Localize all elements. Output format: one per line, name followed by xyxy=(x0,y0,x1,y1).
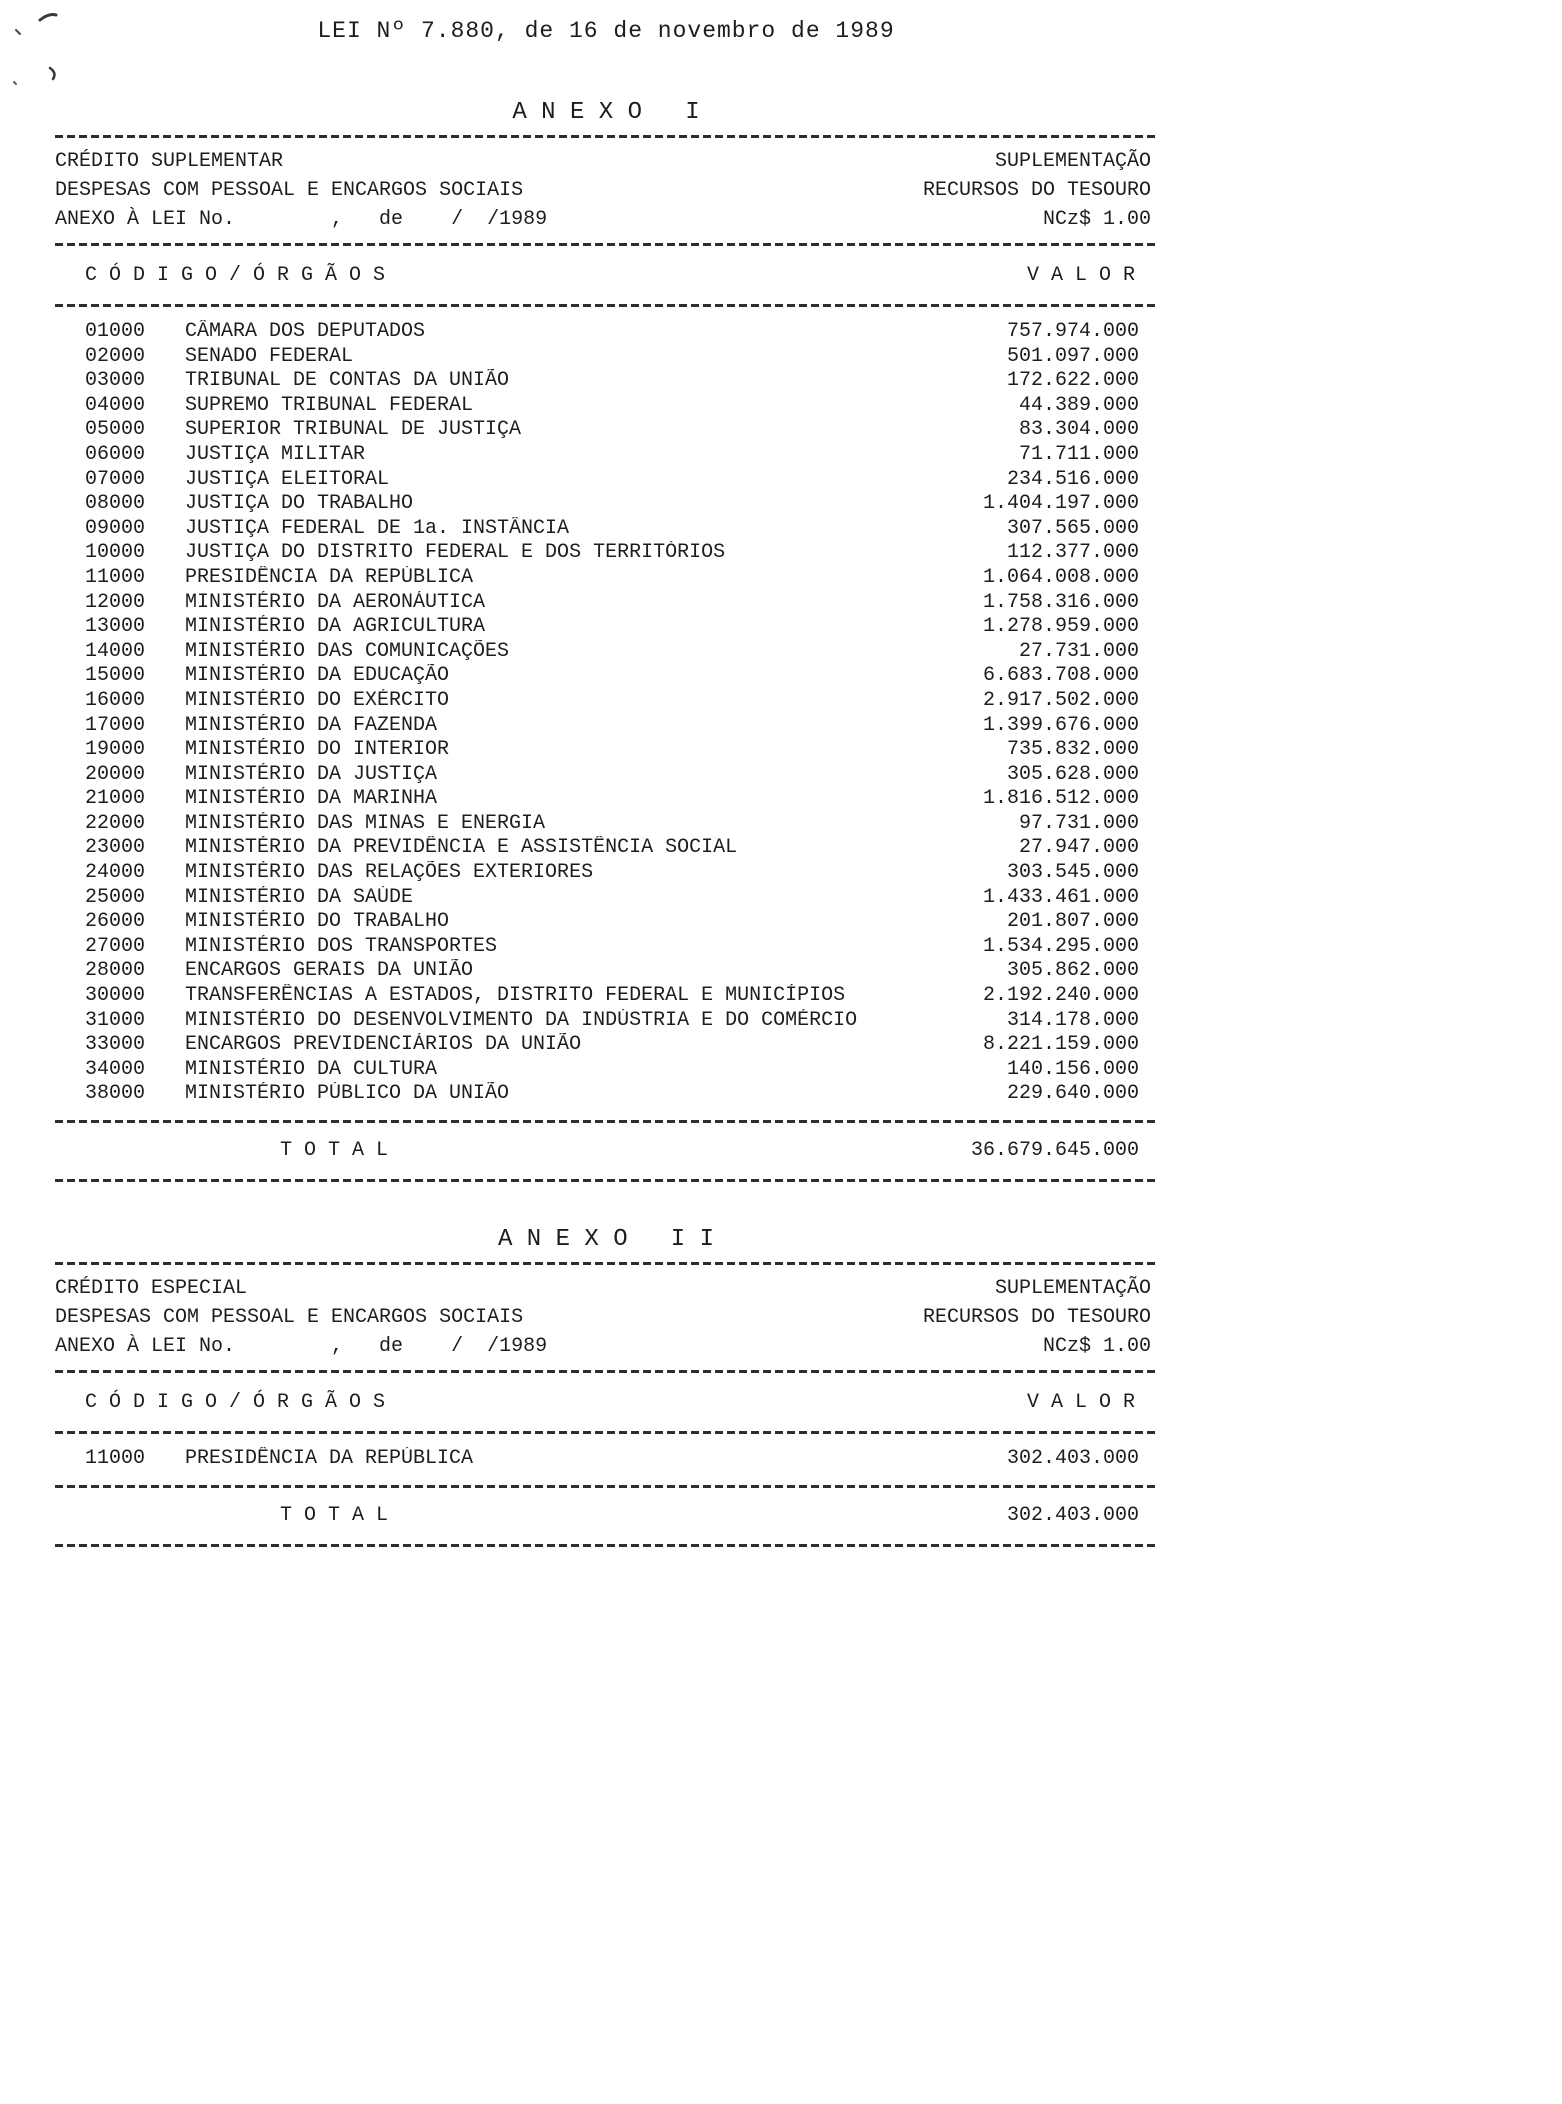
organ-code: 23000 xyxy=(85,836,146,860)
organ-value: 44.389.000 xyxy=(1018,393,1139,417)
dashed-divider xyxy=(55,1262,1157,1265)
organ-value: 305.862.000 xyxy=(1006,959,1139,983)
table-row xyxy=(55,418,1157,443)
organ-code: 16000 xyxy=(85,688,146,712)
anexo-2-header-right xyxy=(923,1274,1157,1361)
credit-type-label: CRÉDITO SUPLEMENTAR xyxy=(55,150,284,173)
organ-value: 1.433.461.000 xyxy=(982,885,1139,909)
organ-value: 1.758.316.000 xyxy=(982,590,1139,614)
table-row xyxy=(55,1009,1157,1034)
organ-name: MINISTÉRIO DO DESENVOLVIMENTO DA INDÚSTRIA E DO COMÉRCIO xyxy=(185,1008,858,1032)
codigo-orgaos-column-header: C Ó D I G O / Ó R G Ã O S xyxy=(85,1391,386,1414)
organ-name: MINISTÉRIO DO TRABALHO xyxy=(185,910,450,934)
organ-value: 97.731.000 xyxy=(1018,811,1139,835)
organ-code: 09000 xyxy=(85,516,146,540)
codigo-orgaos-column-header: C Ó D I G O / Ó R G Ã O S xyxy=(85,264,386,287)
organ-name: JUSTIÇA FEDERAL DE 1a. INSTÂNCIA xyxy=(185,516,570,540)
organ-name: TRANSFERÊNCIAS A ESTADOS, DISTRITO FEDERAL E MUNICÍPIOS xyxy=(185,984,846,1008)
table-row xyxy=(55,541,1157,566)
organ-name: MINISTÉRIO DA EDUCAÇÃO xyxy=(185,664,450,688)
organ-name: MINISTÉRIO DAS COMUNICAÇÕES xyxy=(185,639,510,663)
organ-value: 71.711.000 xyxy=(1018,442,1139,466)
organ-code: 38000 xyxy=(85,1082,146,1106)
dashed-divider xyxy=(55,1431,1157,1434)
table-row xyxy=(55,689,1157,714)
organ-name: MINISTÉRIO PÚBLICO DA UNIÃO xyxy=(185,1082,510,1106)
table-row xyxy=(55,566,1157,591)
dashed-divider xyxy=(55,1120,1157,1123)
document-page xyxy=(55,0,1157,1556)
anexo-2-section xyxy=(55,1226,1157,1547)
organ-code: 08000 xyxy=(85,492,146,516)
dashed-divider xyxy=(55,135,1157,138)
organ-code: 12000 xyxy=(85,590,146,614)
organ-value: 314.178.000 xyxy=(1006,1008,1139,1032)
table-row xyxy=(55,394,1157,419)
organ-code: 14000 xyxy=(85,639,146,663)
table-row xyxy=(55,369,1157,394)
table-row xyxy=(55,1058,1157,1083)
organ-name: MINISTÉRIO DO INTERIOR xyxy=(185,738,450,762)
organ-value: 1.399.676.000 xyxy=(982,713,1139,737)
total-label: T O T A L xyxy=(280,1503,389,1527)
organ-name: JUSTIÇA DO TRABALHO xyxy=(185,492,414,516)
organ-name: MINISTÉRIO DAS RELAÇÕES EXTERIORES xyxy=(185,861,594,885)
table-row xyxy=(55,1033,1157,1058)
organ-name: MINISTÉRIO DA JUSTIÇA xyxy=(185,762,438,786)
table-row xyxy=(55,836,1157,861)
anexo-2-heading: A N E X O I I xyxy=(497,1226,715,1253)
law-reference: ANEXO À LEI No. , de / /1989 xyxy=(55,1335,548,1358)
table-row xyxy=(55,640,1157,665)
organ-value: 501.097.000 xyxy=(1006,344,1139,368)
organ-code: 11000 xyxy=(85,565,146,589)
organ-value: 1.534.295.000 xyxy=(982,934,1139,958)
valor-column-header: V A L O R xyxy=(1026,1391,1135,1414)
organ-name: MINISTÉRIO DAS MINAS E ENERGIA xyxy=(185,811,546,835)
organ-value: 229.640.000 xyxy=(1006,1082,1139,1106)
organ-name: JUSTIÇA DO DISTRITO FEDERAL E DOS TERRITÓRIOS xyxy=(185,541,726,565)
organ-value: 2.192.240.000 xyxy=(982,984,1139,1008)
anexo-1-budget-rows xyxy=(55,316,1157,1111)
organ-name: ENCARGOS PREVIDENCIÁRIOS DA UNIÃO xyxy=(185,1033,582,1057)
organ-name: TRIBUNAL DE CONTAS DA UNIÃO xyxy=(185,369,510,393)
table-row xyxy=(55,812,1157,837)
organ-name: MINISTÉRIO DA AGRICULTURA xyxy=(185,615,486,639)
organ-value: 201.807.000 xyxy=(1006,910,1139,934)
organ-value: 172.622.000 xyxy=(1006,369,1139,393)
organ-code: 25000 xyxy=(85,885,146,909)
dashed-divider xyxy=(55,243,1157,246)
organ-value: 305.628.000 xyxy=(1006,762,1139,786)
organ-code: 07000 xyxy=(85,467,146,491)
organ-code: 15000 xyxy=(85,664,146,688)
organ-value: 112.377.000 xyxy=(1006,541,1139,565)
organ-name: JUSTIÇA MILITAR xyxy=(185,442,366,466)
organ-code: 30000 xyxy=(85,984,146,1008)
dashed-divider xyxy=(55,304,1157,307)
table-row xyxy=(55,517,1157,542)
table-row xyxy=(55,910,1157,935)
table-row xyxy=(55,886,1157,911)
anexo-2-total-row xyxy=(55,1497,1157,1535)
organ-code: 10000 xyxy=(85,541,146,565)
dashed-divider xyxy=(55,1179,1157,1182)
recursos-tesouro-label: RECURSOS DO TESOURO xyxy=(922,179,1151,202)
total-value: 302.403.000 xyxy=(1006,1503,1139,1527)
organ-code: 19000 xyxy=(85,738,146,762)
organ-value: 302.403.000 xyxy=(1006,1447,1139,1470)
organ-name: CÂMARA DOS DEPUTADOS xyxy=(185,320,426,343)
organ-value: 140.156.000 xyxy=(1006,1057,1139,1081)
organ-code: 28000 xyxy=(85,959,146,983)
organ-name: MINISTÉRIO DA CULTURA xyxy=(185,1057,438,1081)
recursos-tesouro-label: RECURSOS DO TESOURO xyxy=(922,1306,1151,1329)
organ-value: 2.917.502.000 xyxy=(982,688,1139,712)
organ-code: 27000 xyxy=(85,934,146,958)
organ-name: SUPREMO TRIBUNAL FEDERAL xyxy=(185,393,474,417)
table-row xyxy=(55,1082,1157,1107)
organ-name: SUPERIOR TRIBUNAL DE JUSTIÇA xyxy=(185,418,522,442)
currency-unit-label: NCz$ 1.00 xyxy=(1042,1335,1151,1358)
organ-value: 757.974.000 xyxy=(1006,320,1139,343)
table-row xyxy=(55,492,1157,517)
organ-value: 27.947.000 xyxy=(1018,836,1139,860)
dashed-divider xyxy=(55,1370,1157,1373)
organ-code: 33000 xyxy=(85,1033,146,1057)
anexo-1-total-row xyxy=(55,1132,1157,1170)
table-row xyxy=(55,984,1157,1009)
organ-code: 31000 xyxy=(85,1008,146,1032)
organ-code: 11000 xyxy=(85,1447,146,1470)
anexo-1-column-headers xyxy=(55,255,1157,295)
organ-code: 06000 xyxy=(85,442,146,466)
table-row xyxy=(55,591,1157,616)
table-row xyxy=(55,345,1157,370)
anexo-2-header-left xyxy=(55,1274,547,1361)
table-row xyxy=(55,320,1157,345)
organ-value: 83.304.000 xyxy=(1018,418,1139,442)
organ-name: MINISTÉRIO DA MARINHA xyxy=(185,787,438,811)
organ-name: SENADO FEDERAL xyxy=(185,344,354,368)
organ-name: PRESIDÊNCIA DA REPÚBLICA xyxy=(185,565,474,589)
organ-name: ENCARGOS GERAIS DA UNIÃO xyxy=(185,959,474,983)
table-row xyxy=(55,959,1157,984)
table-row xyxy=(55,738,1157,763)
anexo-2-budget-rows xyxy=(55,1443,1157,1476)
organ-value: 735.832.000 xyxy=(1006,738,1139,762)
organ-code: 13000 xyxy=(85,615,146,639)
law-reference: ANEXO À LEI No. , de / /1989 xyxy=(55,208,548,231)
anexo-1-heading: A N E X O I xyxy=(512,99,700,126)
organ-code: 01000 xyxy=(85,320,146,343)
organ-value: 27.731.000 xyxy=(1018,639,1139,663)
table-row xyxy=(55,763,1157,788)
organ-value: 234.516.000 xyxy=(1006,467,1139,491)
organ-code: 26000 xyxy=(85,910,146,934)
organ-code: 21000 xyxy=(85,787,146,811)
organ-value: 1.278.959.000 xyxy=(982,615,1139,639)
law-title: LEI Nº 7.880, de 16 de novembro de 1989 xyxy=(317,18,895,44)
organ-code: 17000 xyxy=(85,713,146,737)
credit-type-label: CRÉDITO ESPECIAL xyxy=(55,1277,248,1300)
table-row xyxy=(55,787,1157,812)
organ-name: MINISTÉRIO DA SAÚDE xyxy=(185,885,414,909)
anexo-2-column-headers xyxy=(55,1382,1157,1422)
document-subject: DESPESAS COM PESSOAL E ENCARGOS SOCIAIS xyxy=(55,1306,524,1329)
organ-code: 24000 xyxy=(85,861,146,885)
anexo-1-header-left xyxy=(55,147,547,234)
organ-name: MINISTÉRIO DO EXÉRCITO xyxy=(185,688,450,712)
organ-value: 1.816.512.000 xyxy=(982,787,1139,811)
total-value: 36.679.645.000 xyxy=(970,1139,1139,1162)
valor-column-header: V A L O R xyxy=(1026,264,1135,287)
organ-value: 307.565.000 xyxy=(1006,516,1139,540)
organ-value: 8.221.159.000 xyxy=(982,1033,1139,1057)
organ-value: 1.404.197.000 xyxy=(982,492,1139,516)
organ-code: 04000 xyxy=(85,393,146,417)
organ-name: MINISTÉRIO DOS TRANSPORTES xyxy=(185,934,498,958)
organ-code: 34000 xyxy=(85,1057,146,1081)
table-row xyxy=(55,861,1157,886)
table-row xyxy=(55,1447,1157,1472)
document-subject: DESPESAS COM PESSOAL E ENCARGOS SOCIAIS xyxy=(55,179,524,202)
table-row xyxy=(55,615,1157,640)
anexo-2-header-block xyxy=(55,1274,1157,1361)
anexo-1-section xyxy=(55,99,1157,1182)
dashed-divider xyxy=(55,1544,1157,1547)
suplementacao-label: SUPLEMENTAÇÃO xyxy=(994,1277,1151,1300)
anexo-1-header-block xyxy=(55,147,1157,234)
table-row xyxy=(55,714,1157,739)
organ-name: MINISTÉRIO DA AERONÁUTICA xyxy=(185,590,486,614)
table-row xyxy=(55,443,1157,468)
organ-value: 1.064.008.000 xyxy=(982,565,1139,589)
organ-code: 03000 xyxy=(85,369,146,393)
table-row xyxy=(55,935,1157,960)
organ-value: 6.683.708.000 xyxy=(982,664,1139,688)
organ-code: 20000 xyxy=(85,762,146,786)
organ-name: MINISTÉRIO DA FAZENDA xyxy=(185,713,438,737)
table-row xyxy=(55,664,1157,689)
organ-code: 05000 xyxy=(85,418,146,442)
organ-name: JUSTIÇA ELEITORAL xyxy=(185,467,390,491)
table-row xyxy=(55,468,1157,493)
currency-unit-label: NCz$ 1.00 xyxy=(1042,208,1151,231)
organ-code: 02000 xyxy=(85,344,146,368)
anexo-1-header-right xyxy=(923,147,1157,234)
organ-value: 303.545.000 xyxy=(1006,861,1139,885)
dashed-divider xyxy=(55,1485,1157,1488)
total-label: T O T A L xyxy=(280,1139,389,1162)
organ-name: PRESIDÊNCIA DA REPÚBLICA xyxy=(185,1447,474,1470)
suplementacao-label: SUPLEMENTAÇÃO xyxy=(994,150,1151,173)
organ-name: MINISTÉRIO DA PREVIDÊNCIA E ASSISTÊNCIA SOCIAL xyxy=(185,836,738,860)
organ-code: 22000 xyxy=(85,811,146,835)
